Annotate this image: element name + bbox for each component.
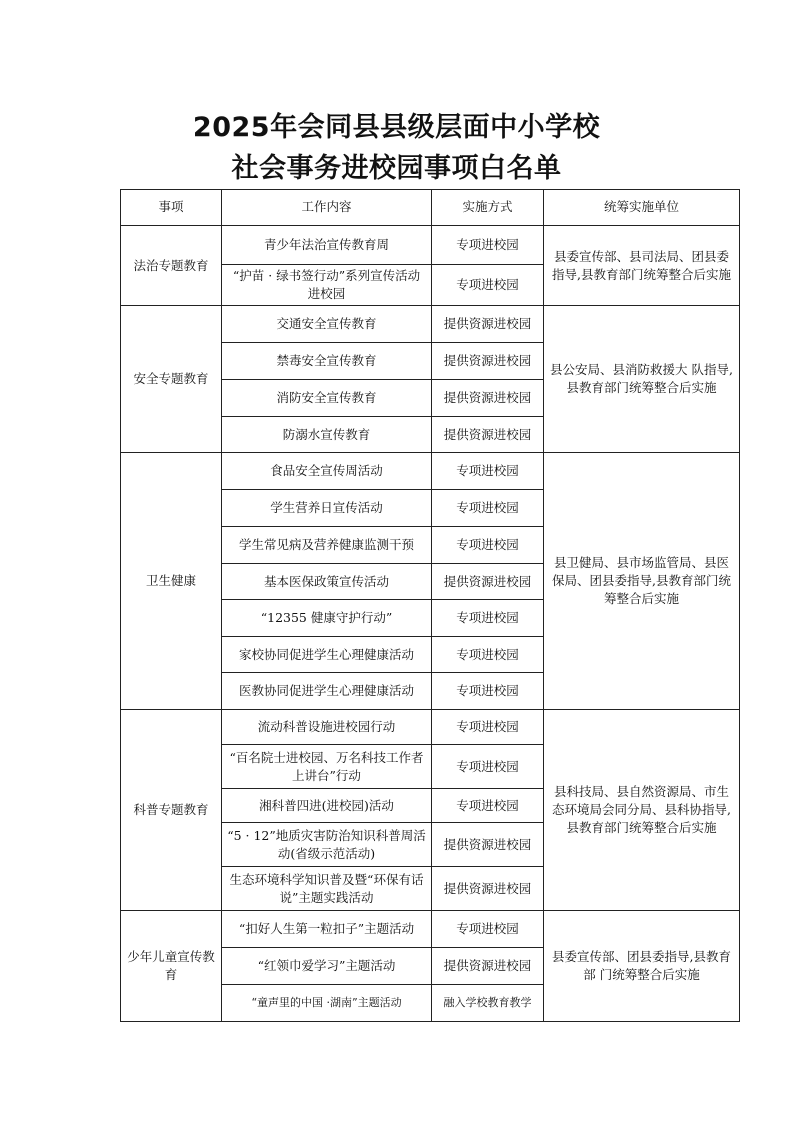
method-cell: 专项进校园 [432, 453, 544, 490]
method-cell: 提供资源进校园 [432, 380, 544, 417]
header-org: 统筹实施单位 [544, 190, 740, 226]
category-cell: 安全专题教育 [121, 306, 222, 453]
content-cell: “扣好人生第一粒扣子”主题活动 [222, 911, 432, 948]
method-cell: 提供资源进校园 [432, 306, 544, 343]
org-cell: 县公安局、县消防救援大 队指导,县教育部门统筹整合后实施 [544, 306, 740, 453]
content-cell: “5 · 12”地质灾害防治知识科普周活动(省级示范活动) [222, 823, 432, 867]
content-cell: 生态环境科学知识普及暨“环保有话说”主题实践活动 [222, 867, 432, 911]
method-cell: 提供资源进校园 [432, 867, 544, 911]
org-cell: 县委宣传部、团县委指导,县教育部 门统筹整合后实施 [544, 911, 740, 1022]
method-cell: 专项进校园 [432, 789, 544, 823]
content-cell: “12355 健康守护行动” [222, 600, 432, 637]
table-row [121, 710, 740, 745]
method-cell: 专项进校园 [432, 600, 544, 637]
method-cell: 专项进校园 [432, 911, 544, 948]
method-cell: 提供资源进校园 [432, 948, 544, 985]
method-cell: 提供资源进校园 [432, 343, 544, 380]
table-row [121, 306, 740, 343]
method-cell: 专项进校园 [432, 265, 544, 306]
category-cell: 少年儿童宣传教育 [121, 911, 222, 1022]
method-cell: 专项进校园 [432, 637, 544, 673]
method-cell: 专项进校园 [432, 673, 544, 710]
whitelist-table [120, 189, 740, 1022]
header-item: 事项 [121, 190, 222, 226]
method-cell: 专项进校园 [432, 527, 544, 564]
method-cell: 专项进校园 [432, 490, 544, 527]
method-cell: 提供资源进校园 [432, 823, 544, 867]
method-cell: 专项进校园 [432, 745, 544, 789]
org-cell: 县委宣传部、县司法局、团县委指导,县教育部门统筹整合后实施 [544, 226, 740, 306]
content-cell: 湘科普四进(进校园)活动 [222, 789, 432, 823]
content-cell: 禁毒安全宣传教育 [222, 343, 432, 380]
content-cell: 家校协同促进学生心理健康活动 [222, 637, 432, 673]
content-cell: 防溺水宣传教育 [222, 417, 432, 453]
table-header-row [121, 190, 740, 226]
table-row [121, 911, 740, 948]
header-content: 工作内容 [222, 190, 432, 226]
method-cell: 提供资源进校园 [432, 564, 544, 600]
method-cell: 专项进校园 [432, 710, 544, 745]
category-cell: 卫生健康 [121, 453, 222, 710]
page-title-line2: 社会事务进校园事项白名单 [231, 153, 562, 184]
page-title-line1: 2025年会同县县级层面中小学校 [192, 112, 601, 143]
header-method: 实施方式 [432, 190, 544, 226]
content-cell: “红领巾爱学习”主题活动 [222, 948, 432, 985]
content-cell: 学生常见病及营养健康监测干预 [222, 527, 432, 564]
content-cell: 青少年法治宣传教育周 [222, 226, 432, 265]
category-cell: 科普专题教育 [121, 710, 222, 911]
content-cell: 学生营养日宣传活动 [222, 490, 432, 527]
table-row [121, 453, 740, 490]
content-cell: “百名院士进校园、万名科技工作者上讲台”行动 [222, 745, 432, 789]
content-cell: 消防安全宣传教育 [222, 380, 432, 417]
content-cell: “童声里的中国 ·湖南”主题活动 [222, 985, 432, 1022]
content-cell: 食品安全宣传周活动 [222, 453, 432, 490]
org-cell: 县科技局、县自然资源局、市生态环境局会同分局、县科协指导,县教育部门统筹整合后实施 [544, 710, 740, 911]
content-cell: “护苗 · 绿书签行动”系列宣传活动进校园 [222, 265, 432, 306]
content-cell: 基本医保政策宣传活动 [222, 564, 432, 600]
content-cell: 流动科普设施进校园行动 [222, 710, 432, 745]
method-cell: 融入学校教育教学 [432, 985, 544, 1022]
org-cell: 县卫健局、县市场监管局、县医保局、团县委指导,县教育部门统筹整合后实施 [544, 453, 740, 710]
table-row [121, 226, 740, 265]
content-cell: 医教协同促进学生心理健康活动 [222, 673, 432, 710]
method-cell: 提供资源进校园 [432, 417, 544, 453]
category-cell: 法治专题教育 [121, 226, 222, 306]
content-cell: 交通安全宣传教育 [222, 306, 432, 343]
method-cell: 专项进校园 [432, 226, 544, 265]
